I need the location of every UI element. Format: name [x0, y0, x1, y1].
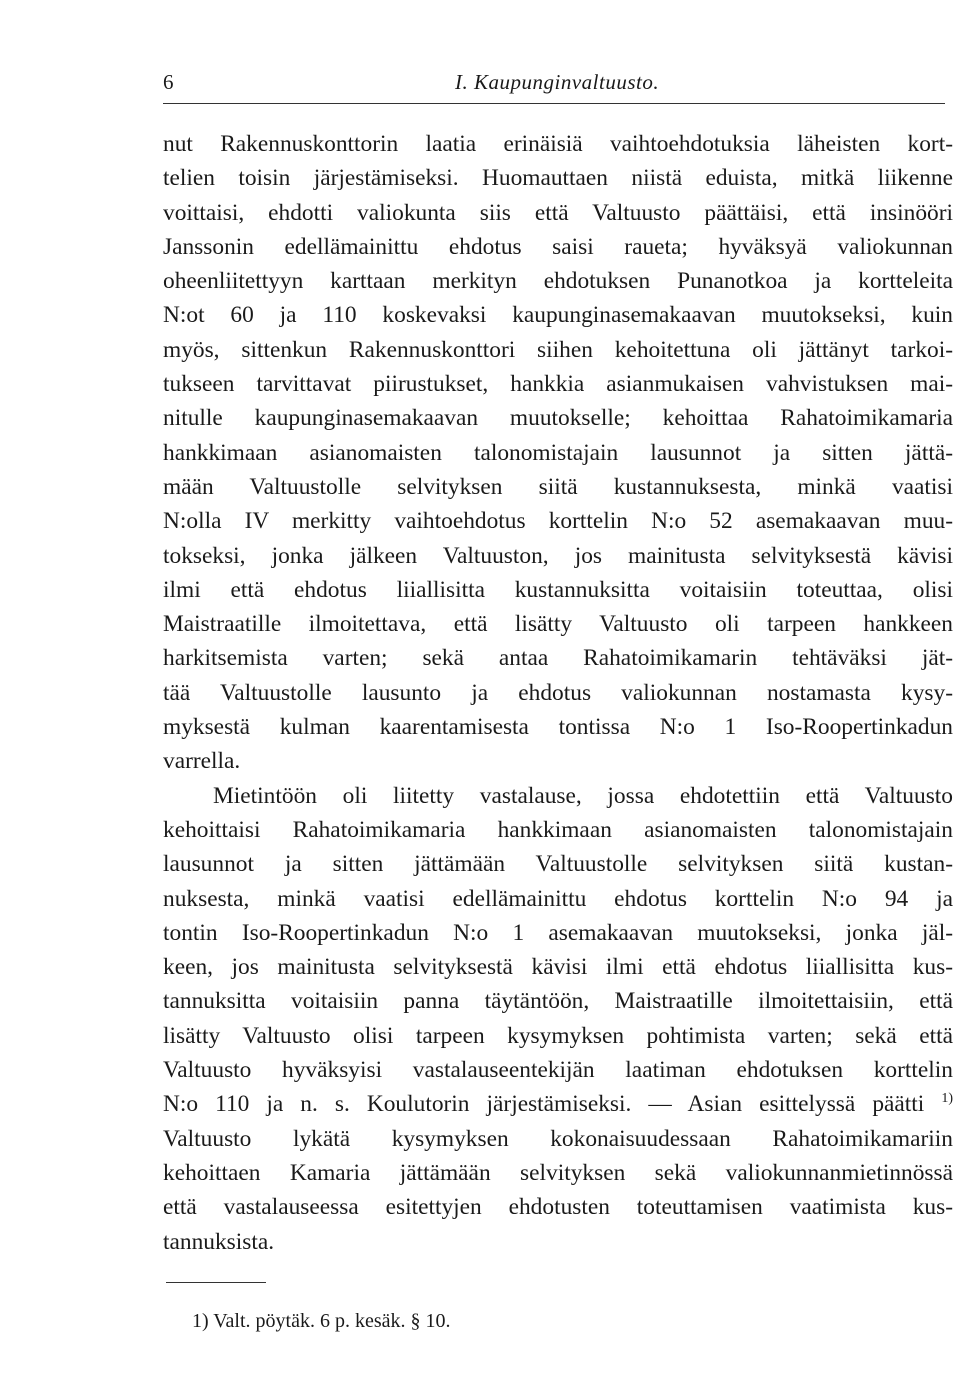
running-title: I. Kaupunginvaltuusto. [455, 70, 660, 94]
text-line: kehoittaisi Rahatoimikamaria hankkimaan asianomaisten talonomistajain [163, 816, 953, 843]
text-line-with-footnote-ref [163, 1087, 953, 1121]
text-line: nuksesta, minkä vaatisi edellämainittu ehdotus korttelin N:o 94 ja [163, 885, 953, 912]
text-line: lisätty Valtuusto olisi tarpeen kysymyksen pohtimista varten; sekä että [163, 1022, 953, 1049]
header-rule [163, 103, 945, 104]
text-line: tannuksitta voitaisiin panna täytäntöön, Maistraatille ilmoitettaisiin, että [163, 988, 953, 1015]
text-line: Valtuusto hyväksyisi vastalauseentekijän laatiman ehdotuksen korttelin [163, 1057, 953, 1084]
text-line-content: N:o 110 ja n. s. Koulutorin järjestämiseksi. — Asian esittelyssä päätti [163, 1091, 925, 1118]
running-header [163, 66, 945, 100]
text-line: myös, sittenkun Rakennuskonttori siihen kehoitettuna oli jättänyt tarkoi- [163, 336, 953, 363]
text-line: hankkimaan asianomaisten talonomistajain lausunnot ja sitten jättä- [163, 439, 953, 466]
text-line: tokseksi, jonka jälkeen Valtuuston, jos mainitusta selvityksestä kävisi [163, 542, 953, 569]
text-line: Janssonin edellämainittu ehdotus saisi raueta; hyväksyä valiokunnan [163, 233, 953, 260]
text-line: tontin Iso-Roopertinkadun N:o 1 asemakaavan muutokseksi, jonka jäl- [163, 919, 953, 946]
text-line: keen, jos mainitusta selvityksestä kävisi ilmi että ehdotus liiallisitta kus- [163, 954, 953, 981]
text-line: kehoittaen Kamaria jättämään selvityksen sekä valiokunnanmietinnössä [163, 1159, 953, 1186]
text-line: oheenliitettyyn karttaan merkityn ehdotuksen Punanotkoa ja kortteleita [163, 268, 953, 295]
text-line: harkitsemista varten; sekä antaa Rahatoimikamarin tehtäväksi jät- [163, 645, 953, 672]
text-line: voittaisi, ehdotti valiokunta siis että Valtuusto päättäisi, että insinööri [163, 199, 953, 226]
text-line: tää Valtuustolle lausunto ja ehdotus valiokunnan nostamasta kysy- [163, 679, 953, 706]
text-line: Maistraatille ilmoitettava, että lisätty Valtuusto oli tarpeen hankkeen [163, 611, 953, 638]
page-number: 6 [163, 70, 174, 94]
text-line: ilmi että ehdotus liiallisitta kustannuksitta voitaisiin toteuttaa, olisi [163, 576, 953, 603]
text-line: tukseen tarvittavat piirustukset, hankkia asianmukaisen vahvistuksen mai- [163, 371, 953, 398]
text-line: Mietintöön oli liitetty vastalause, jossa ehdotettiin että Valtuusto [213, 782, 953, 809]
text-line: N:olla IV merkitty vaihtoehdotus korttelin N:o 52 asemakaavan muu- [163, 508, 953, 535]
text-line: tannuksista. [163, 1228, 275, 1255]
text-line: myksestä kulman kaarentamisesta tontissa N:o 1 Iso-Roopertinkadun [163, 714, 953, 741]
text-line: Valtuusto lykätä kysymyksen kokonaisuudessaan Rahatoimikamariin [163, 1125, 953, 1152]
text-line: nut Rakennuskonttorin laatia erinäisiä vaihtoehdotuksia läheisten kort- [163, 131, 953, 157]
text-line: mään Valtuustolle selvityksen siitä kustannuksesta, minkä vaatisi [163, 473, 953, 500]
text-line: nitulle kaupunginasemakaavan muutokselle; kehoittaa Rahatoimikamaria [163, 405, 953, 432]
text-line: että vastalauseessa esitettyjen ehdotusten toteuttamisen vaatimista kus- [163, 1194, 953, 1221]
text-line: varrella. [163, 748, 241, 775]
footnote-reference[interactable]: 1) [941, 1091, 953, 1107]
body-text [163, 127, 953, 1259]
footnote-rule [166, 1282, 266, 1283]
text-line: telien toisin järjestämiseksi. Huomauttaen niistä eduista, mitkä liikenne [163, 165, 953, 192]
text-line: lausunnot ja sitten jättämään Valtuustolle selvityksen siitä kustan- [163, 851, 953, 878]
text-line: N:ot 60 ja 110 koskevaksi kaupunginasemakaavan muutokseksi, kuin [163, 302, 953, 329]
footnote: 1) Valt. pöytäk. 6 p. kesäk. § 10. [192, 1310, 451, 1332]
